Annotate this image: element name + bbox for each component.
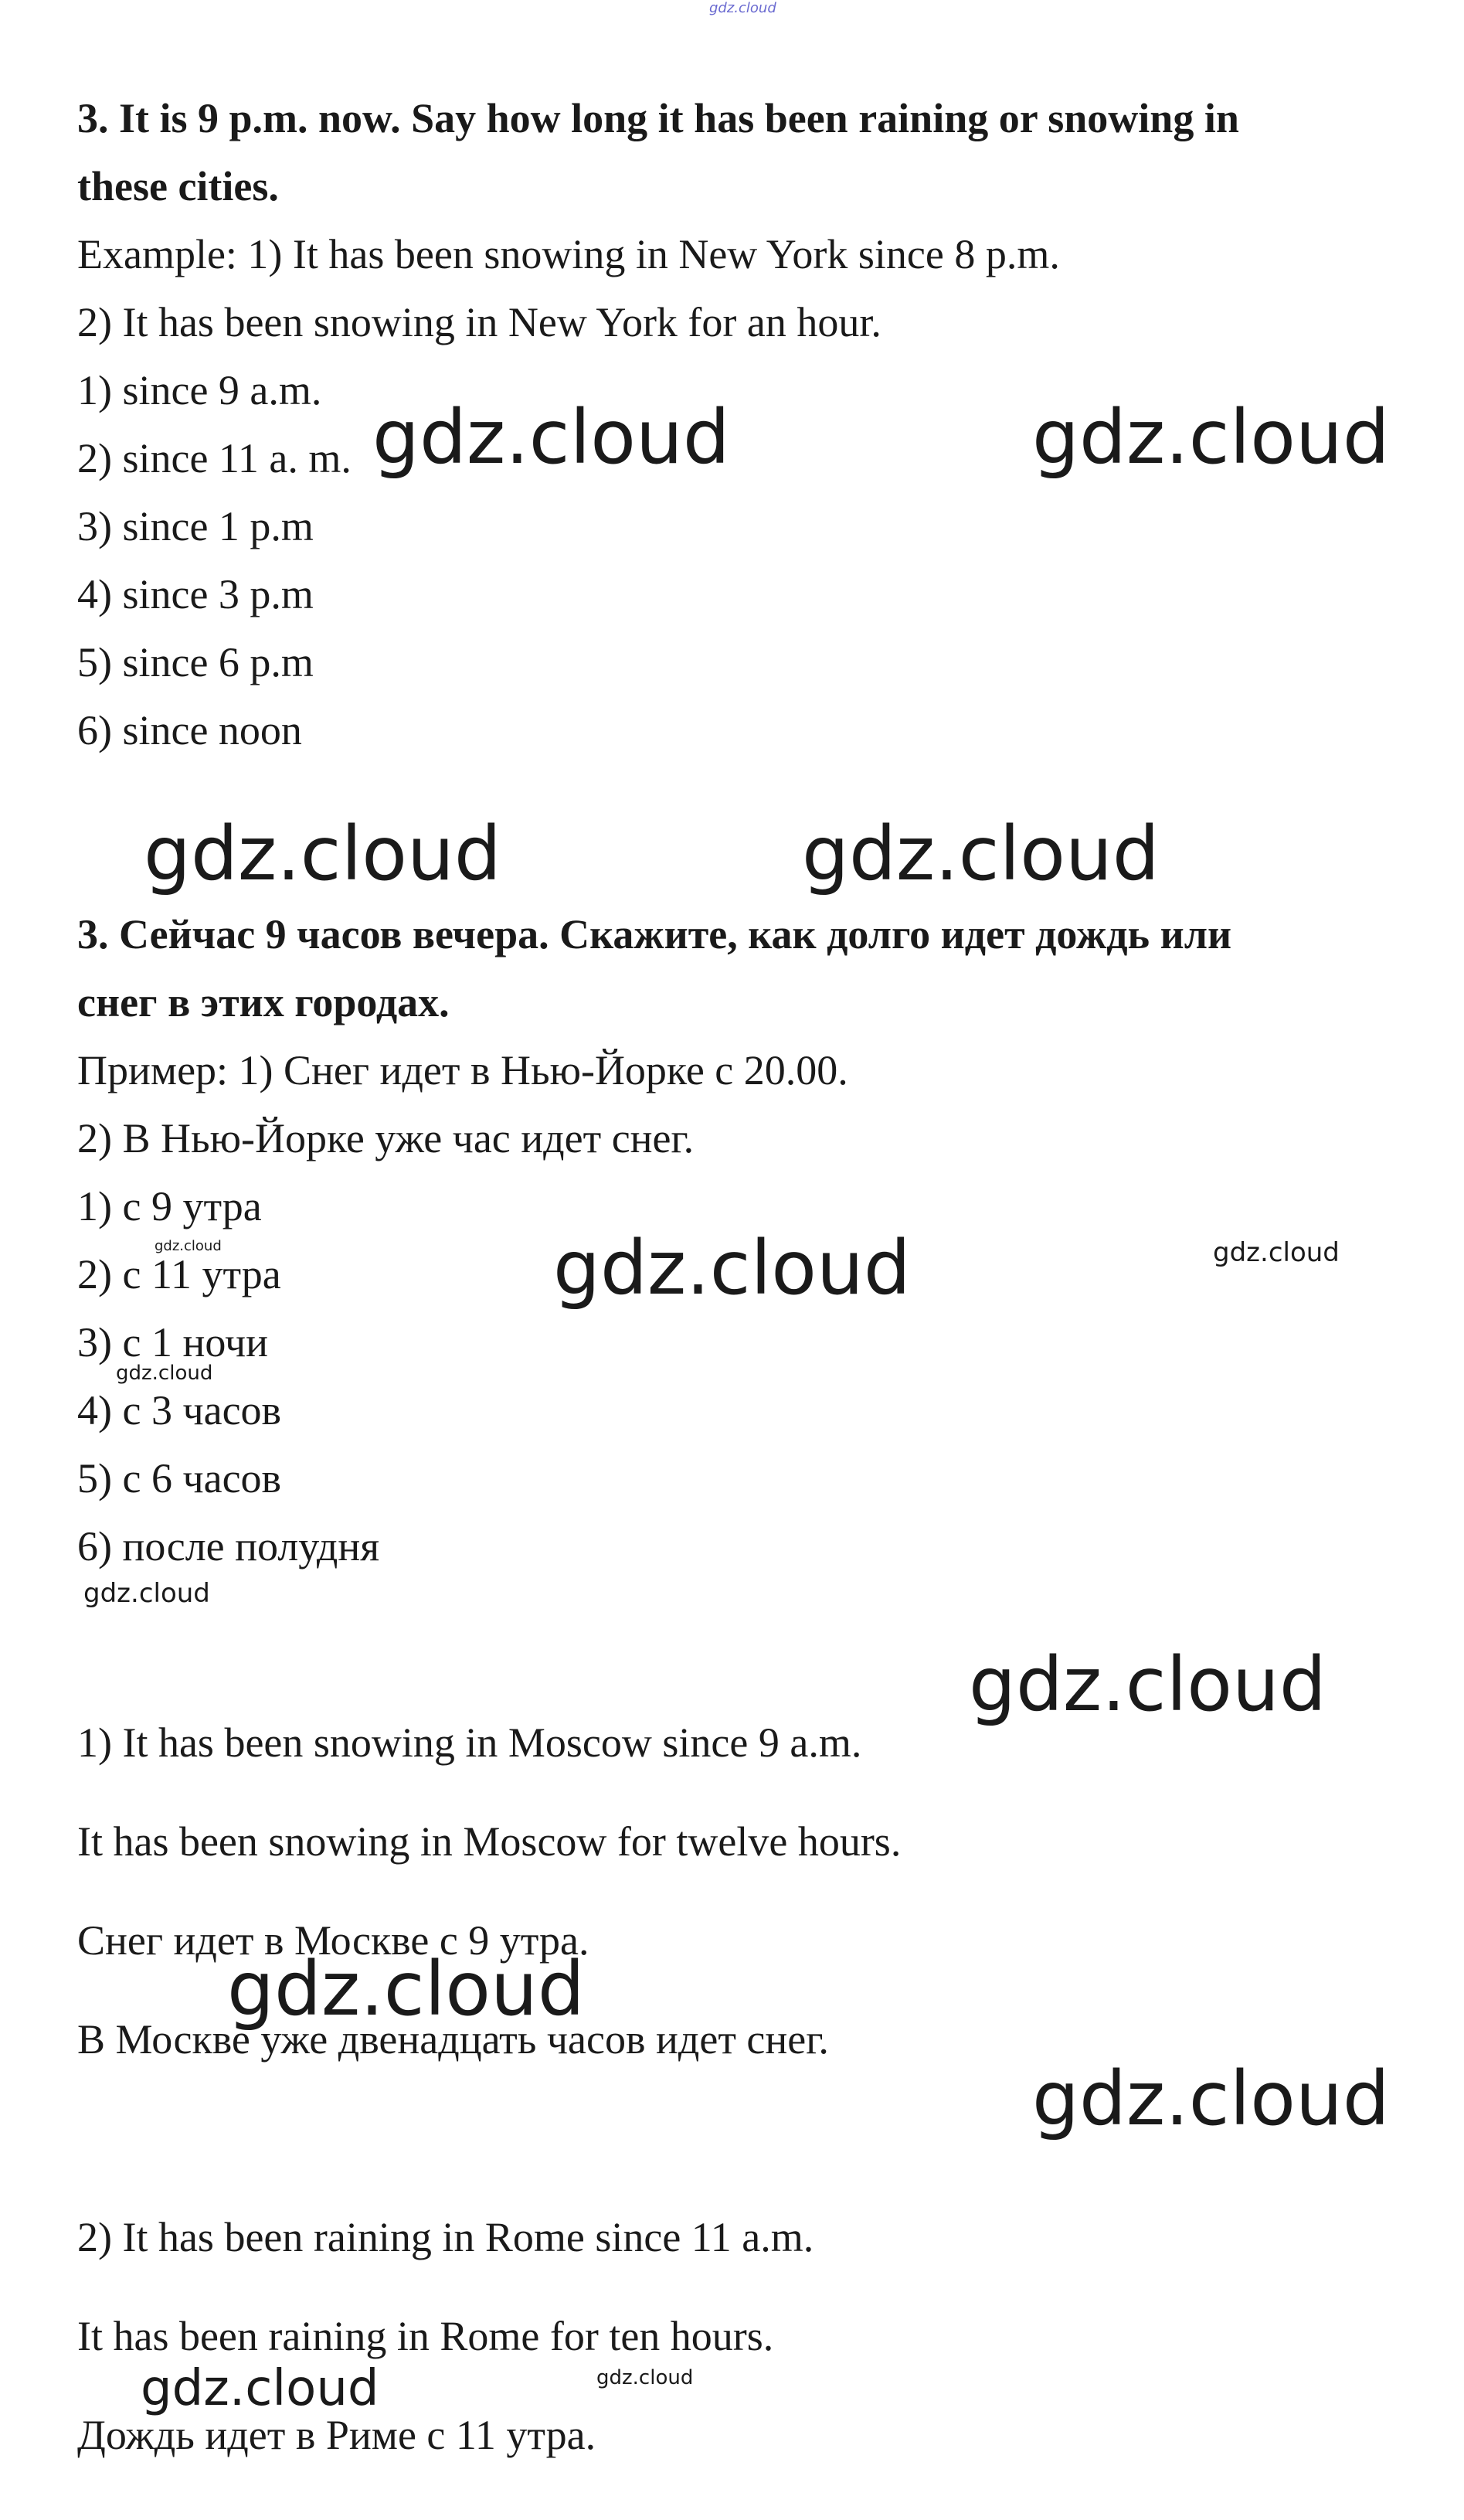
item-en-5: 5) since 6 p.m (77, 639, 314, 685)
item-en-1: 1) since 9 a.m. (77, 367, 322, 413)
item-ru-6: 6) после полудня (77, 1523, 380, 1569)
item-en-2: 2) since 11 a. m. (77, 435, 352, 481)
item-ru-2: 2) с 11 утра (77, 1251, 281, 1297)
example-ru-1: Пример: 1) Снег идет в Нью-Йорке с 20.00. (77, 1047, 848, 1093)
answer-2-en-for: It has been raining in Rome for ten hours. (77, 2313, 774, 2359)
watermark: gdz.cloud (144, 811, 501, 897)
watermark: gdz.cloud (1032, 394, 1390, 481)
watermark: gdz.cloud (141, 2360, 379, 2417)
item-ru-5: 5) с 6 часов (77, 1455, 282, 1501)
watermark: gdz.cloud (596, 2366, 694, 2389)
task-heading-ru-line1: 3. Сейчас 9 часов вечера. Скажите, как долго идет дождь или (77, 911, 1232, 957)
watermark: gdz.cloud (1032, 2056, 1390, 2142)
task-heading-en-line2: these cities. (77, 163, 279, 209)
watermark: gdz.cloud (553, 1225, 911, 1311)
item-en-4: 4) since 3 p.m (77, 571, 314, 617)
answer-1-ru-since: Снег идет в Москве с 9 утра. (77, 1917, 589, 1964)
item-en-6: 6) since noon (77, 707, 302, 753)
watermark-top: gdz.cloud (709, 0, 776, 16)
item-en-3: 3) since 1 p.m (77, 503, 314, 549)
item-ru-4: 4) с 3 часов (77, 1387, 282, 1433)
item-ru-3: 3) с 1 ночи (77, 1319, 269, 1365)
watermark: gdz.cloud (1213, 1237, 1340, 1268)
example-en-2: 2) It has been snowing in New York for an hour. (77, 299, 881, 345)
watermark: gdz.cloud (155, 1238, 222, 1254)
item-ru-1: 1) с 9 утра (77, 1183, 262, 1229)
watermark: gdz.cloud (372, 394, 730, 481)
task-heading-en-line1: 3. It is 9 p.m. now. Say how long it has been raining or snowing in (77, 95, 1239, 141)
task-heading-ru-line2: снег в этих городах. (77, 979, 450, 1025)
answer-1-en-since: 1) It has been snowing in Moscow since 9 a.m. (77, 1719, 862, 1766)
answer-2-en-since: 2) It has been raining in Rome since 11 a.m. (77, 2214, 814, 2260)
watermark: gdz.cloud (227, 1946, 585, 2032)
watermark: gdz.cloud (969, 1641, 1326, 1728)
watermark: gdz.cloud (802, 811, 1160, 897)
answer-1-en-for: It has been snowing in Moscow for twelve hours. (77, 1818, 902, 1865)
watermark: gdz.cloud (116, 1362, 213, 1385)
watermark: gdz.cloud (83, 1578, 210, 1609)
answer-2-ru-since: Дождь идет в Риме с 11 утра. (77, 2412, 596, 2458)
example-en-1: Example: 1) It has been snowing in New York since 8 p.m. (77, 231, 1060, 277)
example-ru-2: 2) В Нью-Йорке уже час идет снег. (77, 1115, 695, 1161)
answer-1-ru-for: В Москве уже двенадцать часов идет снег. (77, 2016, 829, 2063)
